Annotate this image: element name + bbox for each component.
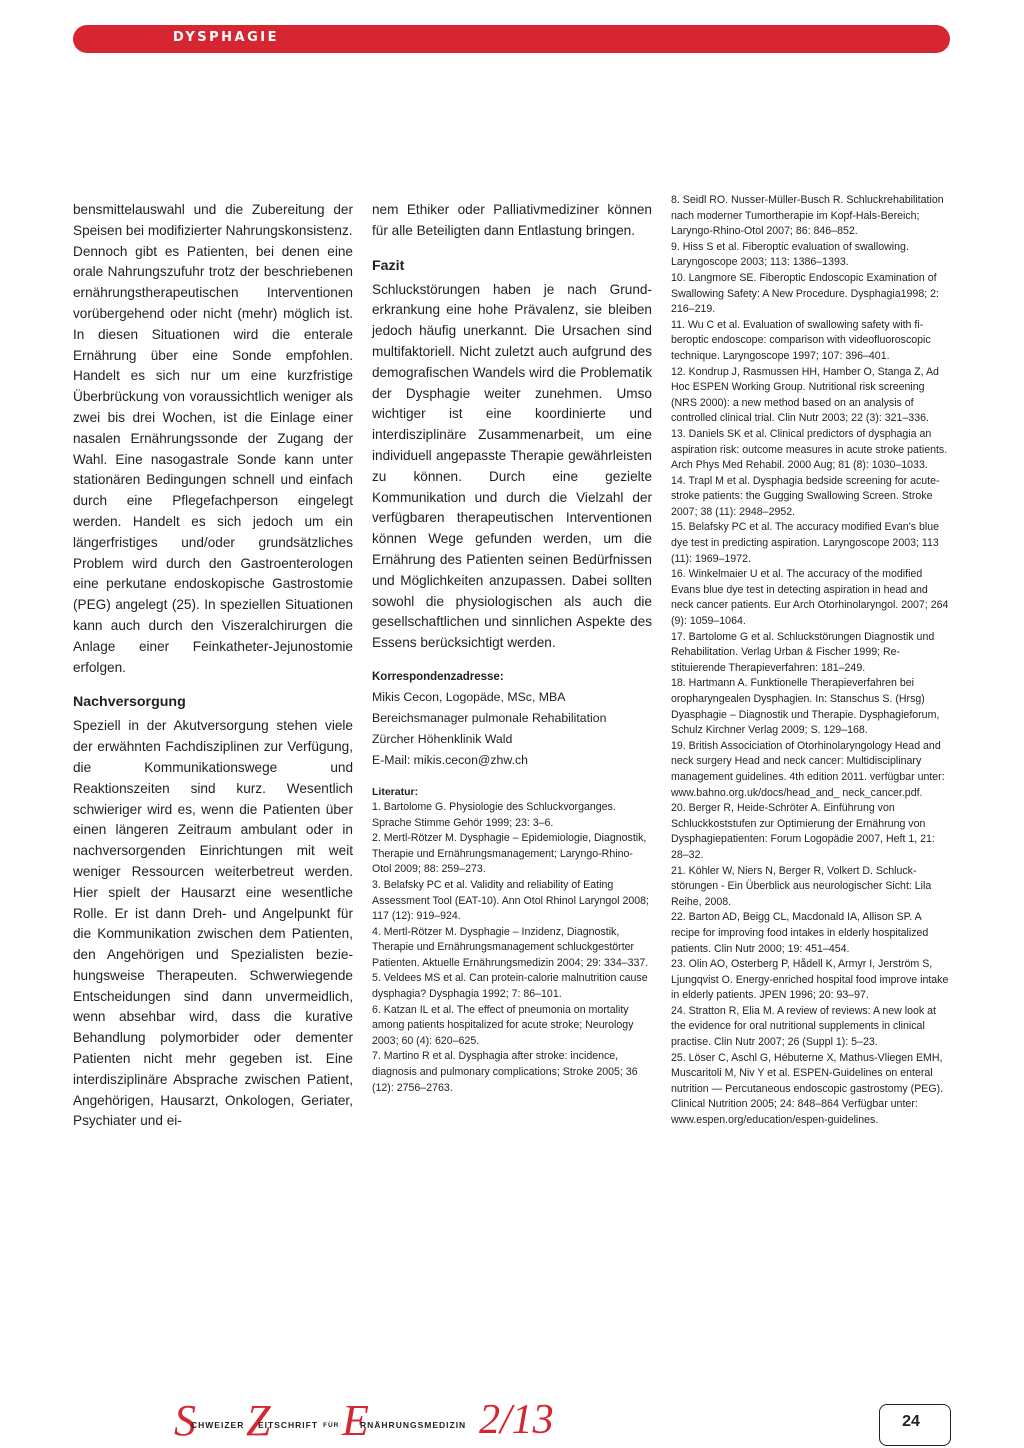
reference-item: 8. Seidl RO. Nusser-Müller-Busch R. Schluckrehabilitation nach moderner Tumortherapie im Kopf-Hals-Bereich; Laryngo-Rhino-Otol 2007; 86: 846–852. xyxy=(671,194,944,238)
reference-item: 2. Mertl-Rötzer M. Dysphagie – Epidemiologie, Diagnostik, Therapie und Ernährungsmanagement; Laryngo-Rhino-Otol 2009; 88: 259–273. xyxy=(372,832,647,876)
reference-list xyxy=(372,800,652,1096)
reference-item: 22. Barton AD, Beigg CL, Macdonald IA, Allison SP. A recipe for improving food intakes in elderly hospitalized patients. Clin Nutr 2000; 19: 451–454. xyxy=(671,911,929,955)
reference-item: 12. Kondrup J, Rasmussen HH, Hamber O, Stanga Z, Ad Hoc ESPEN Working Group. Nutritional risk screening (NRS 2000): a new method based on an analysis of controlled clinical trial. Clin Nutr 2003; 22 (3): 321–336. xyxy=(671,365,939,425)
correspondence-name: Mikis Cecon, Logopäde, MSc, MBA xyxy=(372,689,566,704)
reference-item: 21. Köhler W, Niers N, Berger R, Volkert D. Schluckstörungen - Ein Überblick aus neurologischer Sicht: Lila Reihe, 2008. xyxy=(671,864,932,908)
section-label: DYSPHAGIE xyxy=(173,30,279,45)
reference-item: 18. Hartmann A. Funktionelle Therapieverfahren bei oropharyngealen Dysphagien. In: Stanschus S. (Hrsg) Dyasphagie – Diagnostik und Therapie. Dysphagieforum, Schulz Kirchner Verlag 2009; S. 129–168. xyxy=(671,677,940,737)
logo-letter-e: E xyxy=(342,1396,369,1445)
paragraph: nem Ethiker oder Palliativmediziner können für alle Beteiligten dann Entlastung bringen. xyxy=(372,202,652,238)
reference-item: 9. Hiss S et al. Fiberoptic evaluation of swallowing. Laryngoscope 2003; 113: 1386–1393. xyxy=(671,240,909,269)
logo-word-zeitschrift: EITSCHRIFT xyxy=(258,1420,319,1430)
logo-word-ernaehrungsmedizin: RNÄHRUNGSMEDIZIN xyxy=(360,1420,467,1430)
reference-item: 16. Winkelmaier U et al. The accuracy of the modified Evans blue dye test in detecting aspiration in head and neck cancer patients. Eur Arch Otorhinolaryngol. 2007; 264 (9): 1059–1064. xyxy=(671,568,949,628)
reference-item: 1. Bartolome G. Physiologie des Schluckvorganges. Sprache Stimme Gehör 1999; 23: 3–6. xyxy=(372,800,616,829)
reference-item: 14. Trapl M et al. Dysphagia bedside screening for acute-stroke patients: the Gugging Swallowing Screen. Stroke 2007; 38 (11): 2948–2952. xyxy=(671,474,940,518)
page-number-box xyxy=(879,1404,951,1446)
section-heading-nachversorgung: Nachversorgung xyxy=(73,694,186,711)
page-number: 24 xyxy=(902,1413,920,1430)
logo-word-schweizer: CHWEIZER xyxy=(191,1420,245,1430)
logo-word-fuer: FÜR xyxy=(323,1422,340,1429)
column-1 xyxy=(73,200,353,1132)
reference-item: 11. Wu C et al. Evaluation of swallowing safety with fiberoptic endoscope: comparison with videofluoroscopic technique. Laryngoscope 1997; 107: 396–401. xyxy=(671,318,931,362)
correspondence-title: Korrespondenzadresse: xyxy=(372,670,504,683)
reference-item: 15. Belafsky PC et al. The accuracy modified Evan's blue dye test in predicting aspiration. Laryngoscope 2003; 113 (11): 1969–1972. xyxy=(671,521,939,565)
reference-item: 4. Mertl-Rötzer M. Dysphagie – Inzidenz, Diagnostik, Therapie und Ernährungsmanagement schluckgestörter Patienten. Aktuelle Ernährungsmedizin 2004; 29: 334–337. xyxy=(372,925,649,969)
reference-item: 19. British Associciation of Otorhinolaryngology Head and neck surgery Head and neck cancer: Multidisciplinary management guidelines. 4th edition 2011. verfügbar unter: www.bahno.org.uk/docs/head_and_ neck_cancer.pdf. xyxy=(671,739,945,799)
column-2 xyxy=(372,200,652,1096)
reference-item: 6. Katzan IL et al. The effect of pneumonia on mortality among patients hospitalized for acute stroke; Neurology 2003; 60 (4): 620–625. xyxy=(372,1003,634,1047)
reference-item: 17. Bartolome G et al. Schluckstörungen Diagnostik und Rehabilitation. Verlag Urban & Fischer 1999; Restituierende Therapieverfahren: 181–249. xyxy=(671,630,935,674)
reference-item: 7. Martino R et al. Dysphagia after stroke: incidence, diagnosis and pulmonary complications; Stroke 2005; 36 (12): 2756–2763. xyxy=(372,1050,638,1094)
literature-title: Literatur: xyxy=(372,785,419,798)
section-header-bar xyxy=(73,25,950,53)
correspondence-institution: Zürcher Höhenklinik Wald xyxy=(372,731,513,746)
reference-item: 3. Belafsky PC et al. Validity and reliability of Eating Assessment Tool (EAT-10). Ann Otol Rhinol Laryngol 2008; 117 (12): 919–924. xyxy=(372,878,649,923)
reference-item: 24. Stratton R, Elia M. A review of reviews: A new look at the evidence for oral nutritional supplements in clinical practise. Clin Nutr 2007; 26 (Suppl 1): 5–23. xyxy=(671,1004,936,1049)
reference-item: 23. Olin AO, Osterberg P, Hådell K, Armyr I, Jerström S, Ljungqvist O. Energy-enriched hospital food improve intake in elderly patients. JPEN 1996; 20: 93–97. xyxy=(671,958,949,1002)
paragraph: Dennoch gibt es Patienten, bei denen eine orale Nahrungszufuhr trotz der beschriebenen ernährungstherapeutischen Interventionen vorübergehend oder nicht (mehr) möglich ist. In diesen Situationen wird die enterale Ernährung über eine Sonde empfohlen. Handelt es sich nur um eine kurzfristige Überbrückung von voraussichtlich weniger als zwei bis drei Wochen, ist die Einlage einer nasalen Ernährungssonde der Zugang der Wahl. Eine nasogastrale Sonde kann unter stationären Bedingungen schnell und einfach durch eine Pflegefachperson eingelegt werden. Handelt es sich jedoch um ein längerfristiges und/oder grundsätzliches Problem wird durch den Gastroenterologen eine perkutane endoskopische Gastrostomie (PEG) angelegt (25). In speziellen Situationen kann auch durch den Viszeralchirurgen die Anlage einer Feinkatheter-Jejunostomie erfolgen. xyxy=(73,243,353,675)
reference-item: 25. Löser C, Aschl G, Hébuterne X, Mathus-Vliegen EMH, Muscaritoli M, Niv Y et al. ESPEN-Guidelines on enteral nutrition — Percutaneous endoscopic gastrostomy (PEG). Clinical Nutrition 2005; 24: 848–864 Verfügbar unter: www.espen.org/education/espen-guidelines. xyxy=(671,1051,944,1127)
section-heading-fazit: Fazit xyxy=(372,257,405,274)
issue-number: 2/13 xyxy=(479,1397,554,1443)
correspondence-role: Bereichsmanager pulmonale Rehabilitation xyxy=(372,710,607,725)
paragraph: bensmittelauswahl und die Zubereitung der Speisen bei modifizierter Nahrungskonsistenz. xyxy=(73,202,353,238)
column-3 xyxy=(671,193,951,1129)
logo-letter-s: S xyxy=(174,1396,196,1445)
paragraph: Speziell in der Akutversorgung stehen viele der erwähnten Fachdisziplinen zur Verfügung, die Kommunikationswege und Reaktionszeiten sind kurz. Wesentlich schwieriger wird es, wenn die Patienten über einen längeren Zeitraum ambulant oder in nachversorgenden Einrichtungen mit weit weniger Ressourcen weiterbetreut werden. Hier spielt der Hausarzt eine wesentliche Rolle. Er ist dann Dreh- und Angelpunkt für die Kommunikation zwischen dem Patienten, den Angehörigen und Spezialisten beziehungsweise Therapeuten. Schwerwiegende Entscheidungen sind dann unvermeidlich, wenn absehbar wird, dass die kurative Behandlung polymorbider oder dementer Patienten nicht mehr gegeben ist. Eine interdisziplinäre Absprache zwischen Patient, Angehörigen, Hausarzt, Onkologen, Geriater, Psychiater und ei- xyxy=(73,718,353,1129)
reference-item: 20. Berger R, Heide-Schröter A. Einführung von Schluckkoststufen zur Optimierung der Ernährung von Dysphagiepatienten: Forum Logopädie 2007, Heft 1, 21: 28–32. xyxy=(671,802,935,861)
reference-item: 5. Veldees MS et al. Can protein-calorie malnutrition cause dysphagia? Dysphagia 1992; 7: 86–101. xyxy=(372,972,648,1001)
reference-list xyxy=(671,193,951,1129)
reference-item: 13. Daniels SK et al. Clinical predictors of dysphagia an aspiration risk: outcome measures in acute stroke patients. Arch Phys Med Rehabil. 2000 Aug; 81 (8): 1030–1033. xyxy=(671,427,948,472)
paragraph: Schluckstörungen haben je nach Grunderkrankung eine hohe Prävalenz, sie bleiben jedoch häufig unerkannt. Die Ursachen sind multifaktoriell. Nicht zuletzt auch aufgrund des demografischen Wandels wird die Problematik der Dysphagie weiter zunehmen. Umso wichtiger ist eine koordinierte und interdisziplinäre Zusammenarbeit, um eine individuell angepasste Therapie gewährleisten zu können. Durch eine gezielte Kommunikation und durch die Vielzahl der verfügbaren therapeutischen Interventionen können Wege gefunden werden, um die Ernährung des Patienten seinen Bedürfnissen und Möglichkeiten anzupassen. Dabei sollten sowohl die physiologischen als auch die gesellschaftlichen und sinnlichen Aspekte des Essens berücksichtigt werden. xyxy=(372,281,652,651)
reference-item: 10. Langmore SE. Fiberoptic Endoscopic Examination of Swallowing Safety: A New Procedure. Dysphagia1998; 2: 216–219. xyxy=(671,271,939,316)
logo-letter-z: Z xyxy=(246,1396,271,1445)
correspondence-email: E-Mail: mikis.cecon@zhw.ch xyxy=(372,752,528,767)
